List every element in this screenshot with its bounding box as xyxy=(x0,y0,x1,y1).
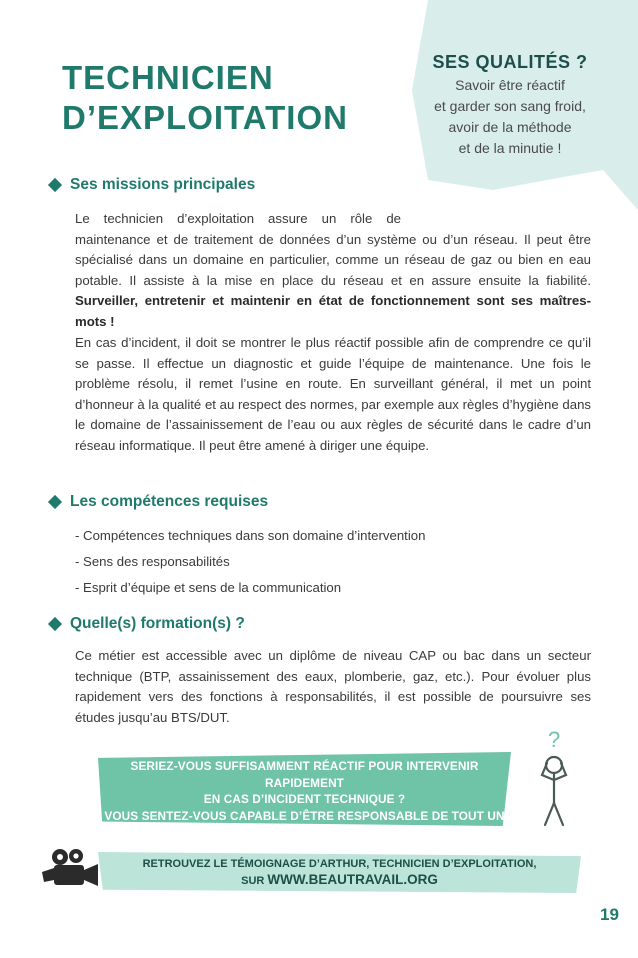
list-item: - Compétences techniques dans son domaine d’intervention xyxy=(75,528,426,543)
section-heading-skills xyxy=(48,493,268,511)
qualities-box xyxy=(400,52,620,159)
banner-line: SERIEZ-VOUS SUFFISAMMENT RÉACTIF POUR INTERVENIR RAPIDEMENT xyxy=(130,759,479,790)
title-line-2: D’EXPLOITATION xyxy=(62,99,348,136)
website-link[interactable]: WWW.BEAUTRAVAIL.ORG xyxy=(267,872,438,887)
stickman-question-icon xyxy=(520,725,590,830)
testimony-banner xyxy=(98,852,581,893)
list-item: - Esprit d’équipe et sens de la communication xyxy=(75,580,342,595)
diamond-icon xyxy=(48,617,62,631)
question-banner xyxy=(98,752,511,839)
diamond-icon xyxy=(48,178,62,192)
missions-key-phrase: Surveiller, entretenir et maintenir en état de fonctionnement sont ses maîtres-mots ! xyxy=(75,293,591,329)
missions-text: Le technicien d’exploitation assure un rôle de maintenance et de traitement de données d’un système ou d’un réseau. Il peut être spécialisé dans un domaine en particulier, comme un réseau de gaz ou bien en eau potable. Il assiste à la mise en place du réseau et en assure ensuite la fiabilité. xyxy=(75,211,591,288)
qualities-line: avoir de la méthode xyxy=(448,119,572,135)
skills-list xyxy=(75,523,591,601)
question-mark: ? xyxy=(548,727,561,752)
section-heading-label: Quelle(s) formation(s) ? xyxy=(70,615,245,632)
title-line-1: TECHNICIEN xyxy=(62,59,274,96)
banner-line: VOUS SENTEZ-VOUS CAPABLE D’ÊTRE RESPONSABLE DE TOUT UN RÉSEAU ? xyxy=(104,808,505,839)
testimony-prefix: SUR xyxy=(241,875,268,887)
missions-paragraph-1 xyxy=(75,209,591,333)
section-heading-missions xyxy=(48,176,255,194)
section-heading-label: Les compétences requises xyxy=(70,493,269,510)
missions-paragraph-2: En cas d’incident, il doit se montrer le plus réactif possible afin de comprendre ce qu’il se passe. Il effectue un diagnostic et guide l’équipe de maintenance. Une fois le problème résolu, il remet l’usine en route. En surveillant général, il met un point d’honneur à la qualité et au respect des normes, par exemple aux règles d’hygiène dans le domaine de l’assainissement de l’eau ou aux règles de sécurité dans le cadre d’un réseau informatique. Il peut être amené à diriger une équipe. xyxy=(75,335,591,453)
banner-line: EN CAS D’INCIDENT TECHNIQUE ? xyxy=(203,792,406,806)
testimony-line-2 xyxy=(98,872,581,889)
diamond-icon xyxy=(48,495,62,509)
testimony-text xyxy=(98,852,581,889)
page-number: 19 xyxy=(600,905,619,924)
qualities-line: Savoir être réactif xyxy=(455,77,565,93)
section-heading-label: Ses missions principales xyxy=(70,176,256,193)
testimony-line: RETROUVEZ LE TÉMOIGNAGE D’ARTHUR, TECHNICIEN D’EXPLOITATION, xyxy=(142,858,537,870)
qualities-title: SES QUALITÉS ? xyxy=(432,52,588,72)
question-banner-text xyxy=(98,752,511,841)
section-heading-training xyxy=(48,615,245,633)
qualities-line: et de la minutie ! xyxy=(458,140,562,156)
page-title xyxy=(62,58,348,138)
training-paragraph: Ce métier est accessible avec un diplôme de niveau CAP ou bac dans un secteur technique (BTP, assainissement des eaux, plomberie, gaz, etc.). Pour évoluer plus rapidement vers des fonctions à responsabilités, il est possible de poursuivre ses études jusqu’au BTS/DUT. xyxy=(75,648,591,725)
list-item: - Sens des responsabilités xyxy=(75,554,230,569)
film-camera-icon xyxy=(40,848,106,892)
qualities-line: et garder son sang froid, xyxy=(434,98,586,114)
